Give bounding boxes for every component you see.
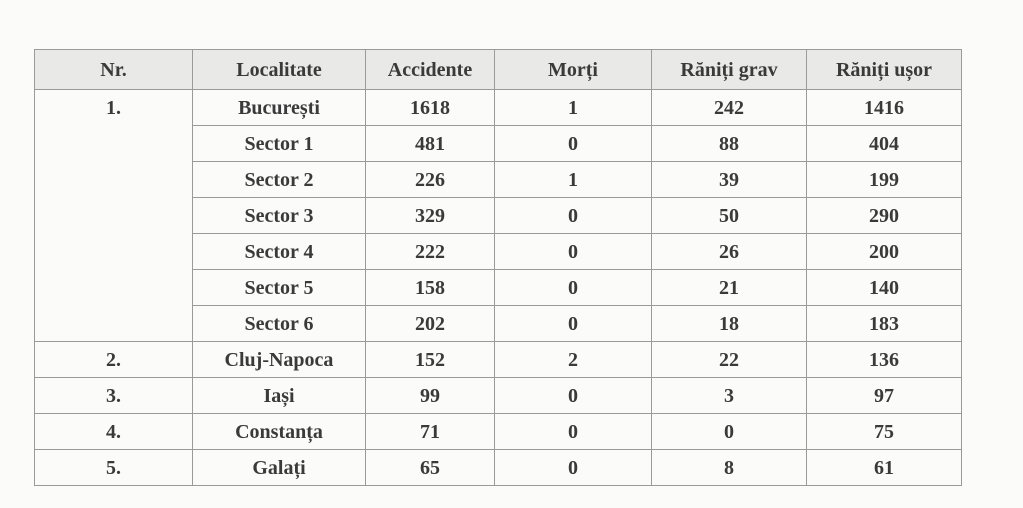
row-raniti-usor: 61 [807, 450, 962, 486]
row-morti: 0 [495, 414, 652, 450]
accidents-table [34, 49, 962, 486]
row-morti: 0 [495, 234, 652, 270]
row-morti: 0 [495, 306, 652, 342]
row-localitate: Sector 3 [193, 198, 366, 234]
table-row [35, 90, 962, 126]
row-accidente: 71 [366, 414, 495, 450]
table-row [35, 450, 962, 486]
row-nr: 1. [35, 90, 193, 342]
header-raniti-grav: Răniți grav [652, 50, 807, 90]
row-raniti-usor: 199 [807, 162, 962, 198]
row-accidente: 202 [366, 306, 495, 342]
row-accidente: 65 [366, 450, 495, 486]
row-raniti-grav: 88 [652, 126, 807, 162]
header-raniti-usor: Răniți ușor [807, 50, 962, 90]
row-raniti-grav: 0 [652, 414, 807, 450]
table-row [35, 414, 962, 450]
header-row [35, 50, 962, 90]
row-nr: 3. [35, 378, 193, 414]
row-raniti-usor: 75 [807, 414, 962, 450]
header-accidente: Accidente [366, 50, 495, 90]
row-raniti-usor: 97 [807, 378, 962, 414]
table-row [35, 342, 962, 378]
row-accidente: 152 [366, 342, 495, 378]
table-body [35, 90, 962, 486]
row-raniti-usor: 200 [807, 234, 962, 270]
row-raniti-grav: 3 [652, 378, 807, 414]
row-localitate: Cluj-Napoca [193, 342, 366, 378]
table-header [35, 50, 962, 90]
row-raniti-grav: 18 [652, 306, 807, 342]
row-morti: 0 [495, 270, 652, 306]
row-localitate: Sector 1 [193, 126, 366, 162]
row-nr: 4. [35, 414, 193, 450]
row-localitate: Sector 5 [193, 270, 366, 306]
row-raniti-usor: 136 [807, 342, 962, 378]
row-morti: 0 [495, 198, 652, 234]
row-raniti-grav: 50 [652, 198, 807, 234]
row-morti: 0 [495, 378, 652, 414]
row-raniti-grav: 21 [652, 270, 807, 306]
row-raniti-usor: 290 [807, 198, 962, 234]
row-accidente: 158 [366, 270, 495, 306]
row-morti: 2 [495, 342, 652, 378]
row-accidente: 99 [366, 378, 495, 414]
row-localitate: Sector 2 [193, 162, 366, 198]
row-nr: 2. [35, 342, 193, 378]
row-raniti-grav: 8 [652, 450, 807, 486]
row-accidente: 1618 [366, 90, 495, 126]
row-raniti-usor: 404 [807, 126, 962, 162]
row-localitate: Sector 4 [193, 234, 366, 270]
row-morti: 1 [495, 90, 652, 126]
header-nr: Nr. [35, 50, 193, 90]
row-accidente: 222 [366, 234, 495, 270]
table-row [35, 378, 962, 414]
row-accidente: 226 [366, 162, 495, 198]
row-morti: 0 [495, 450, 652, 486]
row-morti: 1 [495, 162, 652, 198]
row-raniti-grav: 26 [652, 234, 807, 270]
row-raniti-grav: 22 [652, 342, 807, 378]
row-raniti-usor: 183 [807, 306, 962, 342]
row-localitate: Galați [193, 450, 366, 486]
row-localitate: Sector 6 [193, 306, 366, 342]
row-localitate: Iași [193, 378, 366, 414]
header-localitate: Localitate [193, 50, 366, 90]
row-localitate: Constanța [193, 414, 366, 450]
row-accidente: 329 [366, 198, 495, 234]
row-raniti-usor: 1416 [807, 90, 962, 126]
header-morti: Morți [495, 50, 652, 90]
row-morti: 0 [495, 126, 652, 162]
row-nr: 5. [35, 450, 193, 486]
row-raniti-grav: 242 [652, 90, 807, 126]
row-accidente: 481 [366, 126, 495, 162]
row-localitate: București [193, 90, 366, 126]
row-raniti-grav: 39 [652, 162, 807, 198]
row-raniti-usor: 140 [807, 270, 962, 306]
